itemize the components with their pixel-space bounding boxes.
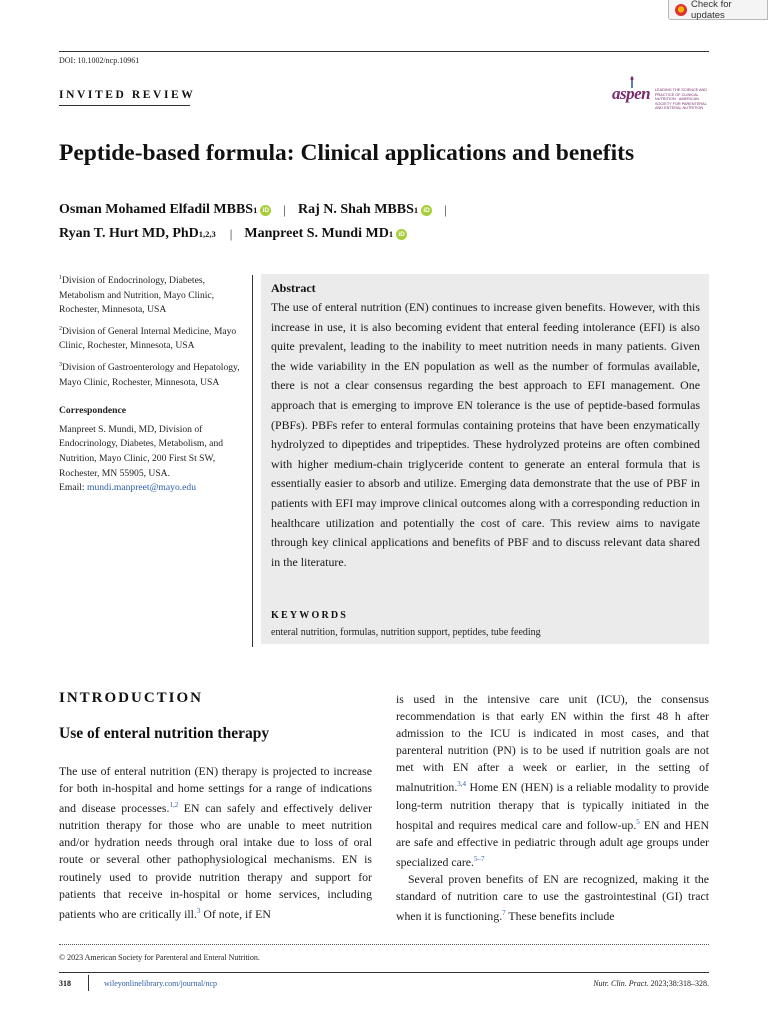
body-text-run: Home EN (HEN) is a reliable modality to provide long-term nutrition therapy that is typically initiated in the hospital and requires medical care and follow-up. (396, 780, 709, 832)
volume-pages: 2023;38:318–328. (648, 979, 709, 988)
affiliation-item (59, 322, 249, 354)
journal-citation (593, 979, 709, 988)
orcid-icon[interactable]: iD (396, 229, 407, 240)
abstract-box (261, 274, 709, 644)
correspondence-address: Manpreet S. Mundi, MD, Division of Endocrinology, Diabetes, Metabolism, and Nutrition, Mayo Clinic, 200 First St SW, Rochester, MN 55905, USA. (59, 423, 224, 479)
citation-link[interactable]: 7 (502, 909, 506, 918)
author-name: Raj N. Shah MBBS (297, 202, 414, 217)
citation-link[interactable]: 3 (196, 906, 201, 915)
body-text-run: is used in the intensive care unit (ICU), the consensus recommendation is that early EN within the first 48 h after admission to the ICU is indicated in most cases, and that parenteral nutrition (PN) is to be used if nutrition goals are not met with EN after a week or earlier, in the setting of malnutrition. (396, 692, 709, 795)
affil-text: Division of Gastroenterology and Hepatology, Mayo Clinic, Rochester, Minnesota, USA (59, 361, 240, 388)
affil-sup: 1 (59, 275, 62, 281)
keywords-heading: KEYWORDS (271, 610, 349, 621)
body-text-run: EN can safely and effectively deliver nutrition therapy for those who are unable to meet nutrition and/or hydration needs through oral intake due to loss of oral route or several other pathophysiological mechanisms. EN is routinely used to provide nutrition therapy and support for patients that receive in-hospital or home services, including patients who are critically ill. (59, 801, 372, 921)
author-line-2 (59, 222, 459, 246)
page-number: 318 (59, 979, 71, 988)
author-separator: | (229, 226, 233, 241)
body-paragraph (396, 691, 709, 871)
crossmark-icon (675, 4, 687, 16)
citation-link[interactable]: 5–7 (473, 854, 485, 863)
affil-sup: 3 (59, 361, 62, 368)
author-separator: | (444, 202, 447, 217)
footer-rule (59, 972, 709, 973)
section-underline (59, 105, 190, 106)
copyright-notice: © 2023 American Society for Parenteral and Enteral Nutrition. (59, 953, 260, 962)
abstract-heading: Abstract (271, 281, 316, 295)
footnote-divider (59, 944, 709, 945)
body-text-run: The use of enteral nutrition (EN) therapy is projected to increase for both in-hospital and home settings for a range of indications and disease processes. (59, 764, 372, 816)
logo-tagline: LEADING THE SCIENCE AND PRACTICE OF CLINICAL NUTRITION · AMERICAN SOCIETY FOR PARENTERAL AND ENTERAL NUTRITION (655, 88, 708, 111)
author-name: Ryan T. Hurt MD, PhD (59, 226, 199, 241)
subsection-heading: Use of enteral nutrition therapy (59, 725, 270, 742)
affiliation-item (59, 358, 249, 390)
intro-heading: INTRODUCTION (59, 690, 204, 706)
affil-text: Division of Endocrinology, Diabetes, Metabolism and Nutrition, Mayo Clinic, Rochester, Minnesota, USA (59, 275, 215, 316)
body-paragraph (396, 871, 709, 925)
abstract-text: The use of enteral nutrition (EN) continues to increase given benefits. However, with this increase in use, it is also becoming evident that enteral feeding intolerance (EFI) is also quite prevalent, leading to the inability to meet nutrition needs in many patients. Given the wide variability in the EN population as well as the number of formulas available, there is not a clear consensus regarding the best approach to EFI management. One approach that is emerging to improve EN tolerance is the use of peptide-based formulas (PBFs). PBFs refer to enteral formulas containing proteins that have been enzymatically hydrolyzed to dipeptides and tripeptides. These hydrolyzed proteins are often combined with higher medium-chain triglyceride content to generate an enteral formula that is essentially easier to absorb and utilize. Emerging data demonstrate that the use of PBF in patients with EFI may improve clinical outcomes along with a corresponding reduction in healthcare utilization and potentially the cost of care. This review aims to navigate through key clinical applications and benefits of PBF and to discuss relevant data shared in the literature. (271, 300, 700, 569)
section-label: INVITED REVIEW (59, 89, 196, 101)
keywords-text: enteral nutrition, formulas, nutrition support, peptides, tube feeding (271, 627, 541, 638)
body-text-run: These benefits include (505, 909, 615, 924)
author-affil-sup: 1 (413, 205, 419, 215)
body-text-run: EN and HEN are safe and effective in pediatric through adult age groups under specialized care. (396, 817, 709, 869)
author-affil-sup: 1 (388, 229, 394, 239)
doi: DOI: 10.1002/ncp.10961 (59, 56, 140, 65)
journal-abbrev: Nutr. Clin. Pract. (593, 979, 649, 988)
correspondence-heading: Correspondence (59, 405, 126, 417)
citation-link[interactable]: 3,4 (457, 780, 467, 789)
article-title: Peptide-based formula: Clinical applications and benefits (59, 140, 635, 166)
check-for-updates-label: Check for updates (691, 0, 732, 21)
author-affil-sup: 1,2,3 (198, 229, 216, 239)
affiliation-item (59, 271, 249, 318)
body-paragraph (59, 763, 372, 923)
author-affil-sup: 1 (253, 205, 258, 215)
body-text-run: Of note, if EN (200, 906, 271, 921)
affil-sup: 2 (59, 325, 62, 332)
affiliations-column (59, 271, 249, 500)
body-column-left (59, 690, 372, 923)
journal-link[interactable]: wileyonlinelibrary.com/journal/ncp (104, 979, 218, 988)
logo-wordmark: aspen (612, 84, 651, 103)
email-link[interactable]: mundi.manpreet@mayo.edu (86, 482, 196, 494)
author-line-1 (59, 198, 459, 222)
body-column-right (396, 691, 709, 925)
author-list (59, 198, 459, 246)
correspondence-text (59, 423, 249, 496)
aspen-logo (612, 76, 712, 111)
citation-link[interactable]: 1,2 (169, 801, 179, 810)
header-rule (59, 51, 709, 52)
author-name: Osman Mohamed Elfadil MBBS (59, 202, 254, 217)
body-text-run: Several proven benefits of EN are recognized, making it the standard of nutrition care to use the gastrointestinal (GI) tract when it is functioning. (396, 871, 709, 924)
orcid-icon[interactable]: iD (421, 205, 432, 216)
abstract-divider (252, 275, 253, 647)
email-label: Email: (59, 482, 87, 494)
check-for-updates-button[interactable] (668, 0, 768, 20)
footer-separator (88, 975, 89, 991)
affil-text: Division of General Internal Medicine, Mayo Clinic, Rochester, Minnesota, USA (59, 325, 237, 352)
author-name: Manpreet S. Mundi MD (244, 226, 389, 241)
orcid-icon[interactable]: iD (260, 205, 271, 216)
citation-link[interactable]: 5 (636, 817, 640, 826)
author-separator: | (283, 202, 286, 217)
